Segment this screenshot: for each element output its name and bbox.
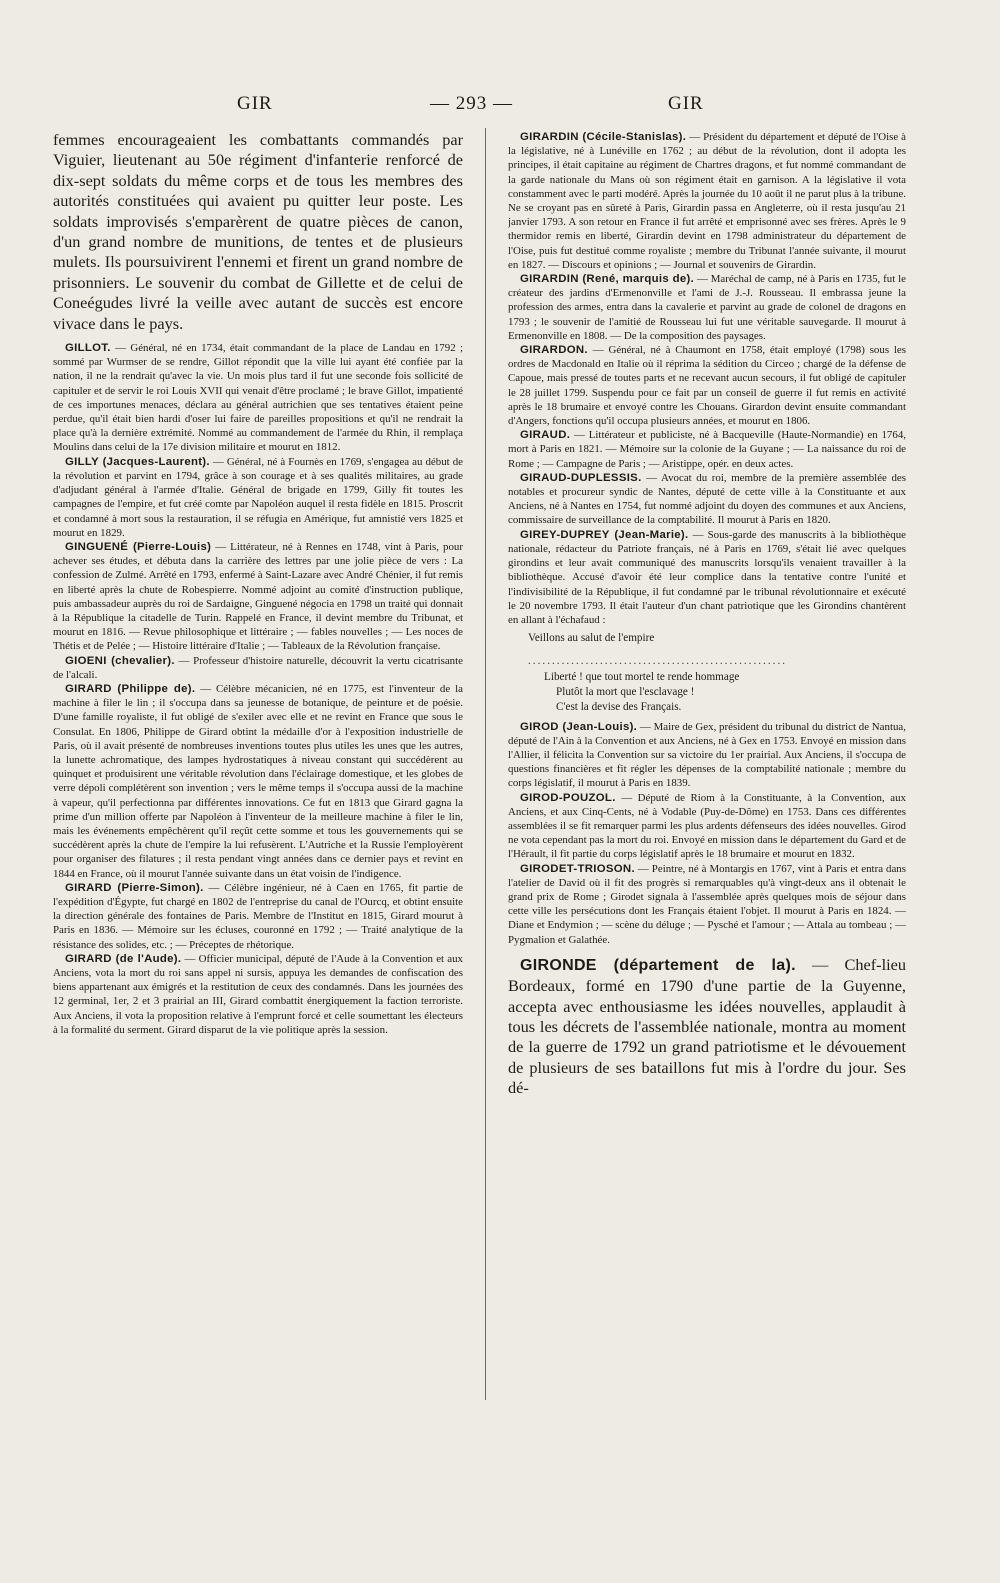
entry-girard-philippe [53,682,463,881]
entry-text: — Littérateur, né à Rennes en 1748, vint à Paris, pour achever ses études, et débuta dans la carrière des lettres par une jolie pièce de vers : La confession de Zulmé. Arrêté en 1793, enfermé à Saint-Lazare avec André Chénier, il fut remis en liberté après la chute de Robespierre. Nommé adjoint au comité d'instruction publique, puis ambassadeur auprès du roi de Sardaigne, Ginguené négocia en 1798 un traité qui donnait à la République la citadelle de Turin. Rappelé en France, il devint membre du Tribunat, et mourut en 1816. — Revue philosophique et littéraire ; — fables nouvelles ; — Les noces de Thétis et de Pelée ; — Histoire littéraire d'Italie ; — Tableaux de la Révolution française. [53,540,463,653]
entry-text: — Général, né à Fournès en 1769, s'engagea au début de la révolution et parvint en 1794, grâce à son courage et à ses qualités militaires, au grade d'adjudant général à l'armée d'Italie. Général de brigade en 1799, Gilly fit toutes les campagnes de l'empire, et fut créé comte par Napoléon auquel il resta fidèle en 1815. Proscrit et condamné à mort sous la restauration, il se réfugia en Amérique, fut amnistié vers 1825 et mourut en 1829. [53,455,463,539]
entry-text: — Général, né à Chaumont en 1758, était employé (1798) sous les ordres de Macdonald en Italie où il réprima la sédition du Circeo ; chargé de la défense de Capoue, mais pressé de toutes parts et ne recevant aucun secours, il fut obligé de capituler le 28 juillet 1799. Suspendu pour ce fait par un conseil de guerre il fut remis en activité après le 18 brumaire et envoyé contre les Chouans. Girardon devint ensuite commandant d'Angers, fonctions qu'il occupa plusieurs années, et mourut en 1806. [508,344,906,428]
entry-giraud [508,428,906,471]
entry-text: — Littérateur et publiciste, né à Bacqueville (Haute-Normandie) en 1764, mort à Paris en 1821. — Mémoire sur la colonie de la Guyane ; — La naissance du roi de Rome ; — Campagne de Paris ; — Aristippe, opér. en deux actes. [508,429,906,470]
entry-giraud-duplessis [508,471,906,528]
entry-heading: GIRARD (Pierre-Simon). [65,881,204,894]
entry-heading: GIRAUD. [520,429,571,442]
song-verse [528,631,906,715]
entry-girodet-trioson [508,862,906,947]
entry-heading: GIRARDON. [520,344,588,357]
entry-girardin-rene [508,272,906,343]
entry-ginguene [53,540,463,654]
right-column [508,130,906,1400]
entry-text: — Député de Riom à la Constituante, à la Convention, aux Anciens, et aux Cinq-Cents, né à Vodable (Puy-de-Dôme) en 1753. Dans ces différentes assemblées il se fit remarquer parmi les plus ardents défenseurs des idées nouvelles. Girod ne vota cependant pas la mort du roi. Envoyé en mission dans le département du Gard et de l'Hérault, il fit partie du corps législatif après le 18 brumaire et mourut en 1832. [508,791,906,861]
entry-text: — Professeur d'histoire naturelle, découvrit la vertu cicatrisante de l'alcali. [53,654,463,681]
entry-heading: GIRARDIN (Cécile-Stanislas). [520,131,687,143]
entry-girardon [508,343,906,428]
verse-line: Veillons au salut de l'empire [528,632,655,645]
entry-heading: GILLOT. [65,342,111,355]
entry-text: — Chef-lieu Bordeaux, formé en 1790 d'une partie de la Guyenne, accepta avec enthousiasme les idées nouvelles, applaudit à tous les décrets de l'assemblée nationale, montra au moment de la guerre de 1792 un grand patriotisme et le dévouement de plusieurs de ses bataillons fut mis à l'ordre du jour. Ses dé- [508,954,906,1098]
entry-gillot [53,341,463,455]
left-column [53,130,463,1410]
verse-ellipsis: ...................................................... [528,655,788,668]
entry-heading: GIROD (Jean-Louis). [520,720,638,733]
running-head-left: GIR [237,93,273,114]
entry-heading: GIRODET-TRIOSON. [520,862,635,875]
entry-text: — Peintre, né à Montargis en 1767, vint à Paris et entra dans l'atelier de David où il fit des progrès si remarquables qu'à vingt-deux ans il obtenait le grand prix de Rome ; Girodet signala à l'assemblée après quelques mois de séjour dans cette ville les persécutions dont les Français étaient l'objet. Il mourut à Paris en 1824. — Diane et Endymion ; — scène du déluge ; — Pysché et l'amour ; — Attala au tombeau ; — Pygmalion et Galathée. [508,862,906,946]
running-head-right: GIR [668,93,704,114]
entry-text: — Président du département et député de l'Oise à la législative, né à Lunéville en 1762 ; au début de la révolution, dont il adopta les principes, il était capitaine au régiment de Chartres dragons, et fut nommé commandant de la garde nationale du Mans où son régiment était en garnison. A la législative il vota constamment avec le parti modéré. Après la journée du 10 août il ne parut plus à la tribune. Ne se croyant pas en sûreté à Paris, Girardin passa en Angleterre, où il resta jusqu'au 21 janvier 1793. A son retour en France il fut arrêté et emprisonné avec ses frères. Après le 9 thermidor remis en liberté, Girardin devint en 1798 administrateur du département de l'Oise, puis fut destitué comme royaliste ; membre du Tribunat l'année suivante, il mourut en 1827. — Discours et opinions ; — Journal et souvenirs de Girardin. [508,131,906,271]
entry-text: — Maire de Gex, président du tribunal du district de Nantua, député de l'Ain à la Convention et aux Anciens, né à Gex en 1753. Envoyé en mission dans l'Allier, il félicita la Convention sur sa victoire du 1er prairial. Aux Anciens, il s'occupa de questions financières et fit régler les dépenses de la comptabilité nationale ; membre du corps législatif, il mourut à Paris en 1839. [508,720,906,790]
page-number: — 293 — [430,93,513,114]
entry-girey-duprey [508,528,906,627]
entry-text: — Général, né en 1734, était commandant de la place de Landau en 1792 ; sommé par Wurmser de se rendre, Gillot répondit que la ville lui ayant été confiée par la nation, il ne la rendrait qu'avec la vie. Un mois plus tard il fut une seconde fois sollicité de capituler et de servir le roi Louis XVII qui venait d'être proclamé ; le brave Gillot, impatienté de ces importunes menaces, déclara au général autrichien que ses tentatives étaient peine perdue, qu'il était bien hardi d'oser lui faire de pareilles propositions et qu'il ne rendrait la place qu'à la dernière extrémité. Nommé au commandement de l'armée du Rhin, il remplaça Moulins dans celui de la 17e division militaire et mourut en 1812. [53,342,463,454]
entry-heading: GIRARD (de l'Aude). [65,952,182,965]
verse-line: Plutôt la mort que l'esclavage ! [556,686,695,698]
entry-heading: GIRAUD-DUPLESSIS. [520,471,642,484]
entry-text: — Sous-garde des manuscrits à la bibliothèque nationale, rédacteur du Patriote français, né à Paris en 1769, s'était lié avec quelques girondins et leur avait communiqué des manuscrits lorsqu'ils venaient travailler à la bibliothèque. Accusé d'avoir été leur complice dans la tentative contre l'unité et l'indivisibilité de la République, il fut condamné par le tribunal révolutionnaire et exécuté le 20 novembre 1793. Il était l'auteur d'un chant patriotique que les Girondins chantèrent en allant à l'échafaud : [508,528,906,626]
verse-line: Liberté ! que tout mortel te rende hommage [544,670,740,683]
entry-heading: GIREY-DUPREY (Jean-Marie). [520,528,689,541]
entry-heading: GIRARD (Philippe de). [65,682,196,695]
entry-text: — Célèbre ingénieur, né à Caen en 1765, fit partie de l'expédition d'Égypte, fut chargé en 1802 de l'entreprise du canal de l'Ourcq, et obtint ensuite la direction générale des fontaines de Paris. Membre de l'Institut en 1815, Girard mourut à Paris en 1836. — Mémoire sur les écluses, couronné en 1792 ; — Traité analytique de la résistance des solides, etc. ; — Préceptes de rhétorique. [53,881,463,951]
entry-heading: GIOENI (chevalier). [65,654,175,667]
entry-gioeni [53,654,463,682]
entry-girod-pouzol [508,791,906,862]
running-head [0,93,1000,117]
column-divider [485,128,486,1400]
continuation-paragraph: femmes encourageaient les combattants commandés par Viguier, lieutenant au 50e régiment d'infanterie renforcé de dix-sept soldats du même corps et de tous les membres des autorités constituées qui avaient pu quitter leur poste. Les soldats improvisés s'emparèrent de quatre pièces de canon, d'un grand nombre de munitions, de tentes et de plusieurs mulets. Ils poursuivirent l'ennemi et firent un grand nombre de prisonniers. Le souvenir du combat de Gillette et de celui de Coneégudes livré la veille avec autant de succès est encore vivace dans le pays. [53,130,463,333]
verse-line: C'est la devise des Français. [556,701,682,714]
entry-text: — Officier municipal, député de l'Aude à la Convention et aux Anciens, vota la mort du roi sans appel ni sursis, appuya les demandes de confiscation des biens appartenant aux émigrés et la restitution de ceux des condamnés. Dans les journées des 12 germinal, 1er, 2 et 3 prairial an III, Girard combattit énergiquement la faction terroriste. Aux Anciens, il vota la proposition relative à l'emprunt forcé et celle soumettant les électeurs à la formalité du serment. Girard disparut de la vie politique après la session. [53,952,463,1036]
entry-heading: GILLY (Jacques-Laurent). [65,455,210,468]
entry-text: — Maréchal de camp, né à Paris en 1735, fut le créateur des jardins d'Ermenonville et l'ami de J.-J. Rousseau. Il embrassa jeune la profession des armes, entra dans la cavalerie et parvint au grade de colonel de dragons en 1793 ; le souvenir de l'amitié de Rousseau lui fut une véritable sauvegarde. Il mourut à Ermenonville en 1808. — De la composition des paysages. [508,273,906,342]
entry-girard-pierre-simon [53,881,463,952]
entry-heading: GIRONDE (département de la). [520,956,796,974]
entry-heading: GINGUENÉ (Pierre-Louis) [65,540,212,553]
entry-girard-aude [53,952,463,1037]
entry-heading: GIROD-POUZOL. [520,791,616,804]
entry-text: — Avocat du roi, membre de la première assemblée des notables et procureur syndic de Nantes, député de cette ville à la Constituante et aux Anciens, né à Nantes en 1754, fut nommé adjoint du doyen des communes et aux Anciens, commissaire de surveillance de la comptabilité. Il mourut à Paris en 1820. [508,471,906,527]
entry-gilly [53,455,463,540]
entry-gironde [508,955,906,1099]
entry-heading: GIRARDIN (René, marquis de). [520,273,695,286]
entry-text: — Célèbre mécanicien, né en 1775, est l'inventeur de la machine à filer le lin ; il s'occupa dans sa jeunesse de botanique, de peinture et de poésie. D'une famille royaliste, il fut obligé de s'exiler avec elle et ne revint en France que sous le Consulat. En 1806, Philippe de Girard obtint la médaille d'or à l'exposition industrielle de Paris, où il avait présenté de nombreuses inventions toutes plus utiles les unes que les autres, la lunette achromatique, des lampes hydrostatiques à niveau constant qui succédèrent au quinquet et produisirent une véritable révolution dans l'éclairage domestique, et les globes de verre dépoli complétèrent son invention ; vers le même temps il s'occupa aussi de la machine à vapeur, qu'il perfectionna par différentes innovations. Ce fut en 1813 que Girard gagna la prime d'un million offerte par Napoléon à l'inventeur de la meilleure machine à filer le lin, mais les événements empêchèrent qu'il reçût cette somme et tous les gouvernements qui se succédèrent après la chute de l'empire la lui refusèrent. L'Autriche et la Russie l'employèrent pour organiser des filatures ; il resta pendant vingt années dans ce dernier pays et revint en 1844 en France, où il mourut l'année suivante dans un état voisin de l'indigence. [53,682,463,880]
entry-girod [508,720,906,791]
entry-girardin-cecile [508,130,906,272]
